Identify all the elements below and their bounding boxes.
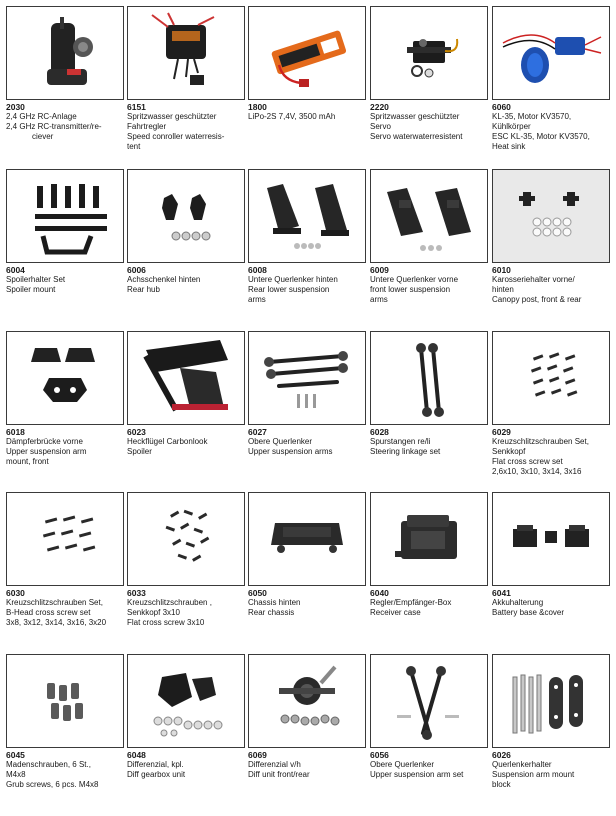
part-number: 6056	[370, 750, 389, 760]
description-line: Suspension arm mount	[492, 770, 575, 779]
part-number: 6028	[370, 427, 389, 437]
part-image	[370, 169, 488, 263]
description-line: Spritzwasser geschützter	[127, 112, 217, 121]
rear-hub-icon	[128, 170, 244, 262]
part-image	[248, 331, 366, 425]
part-description	[248, 598, 370, 618]
part-number: 6008	[248, 265, 267, 275]
part-image	[492, 6, 610, 100]
part-card	[6, 169, 124, 329]
part-description	[370, 112, 492, 142]
description-line: 2,6x10, 3x10, 3x14, 3x16	[492, 467, 582, 476]
description-line: Diff gearbox unit	[127, 770, 186, 779]
description-line: mount, front	[6, 457, 49, 466]
lipo-battery-icon	[249, 7, 365, 99]
part-description	[492, 598, 614, 618]
description-line: Kühlkörper	[492, 122, 531, 131]
part-description	[370, 760, 492, 780]
part-number: 6040	[370, 588, 389, 598]
catalog-row	[0, 169, 616, 331]
description-line: Rear chassis	[248, 608, 295, 617]
battery-base-icon	[493, 493, 609, 585]
part-card	[127, 169, 245, 329]
description-line: Upper suspension arm set	[370, 770, 464, 779]
part-image	[370, 492, 488, 586]
part-description	[127, 760, 249, 780]
speed-controller-icon	[128, 7, 244, 99]
part-description	[127, 112, 249, 152]
description-line: block	[492, 780, 511, 789]
part-description	[370, 598, 492, 618]
part-card	[6, 6, 124, 166]
part-card	[127, 331, 245, 491]
servo-icon	[371, 7, 487, 99]
part-card	[6, 331, 124, 491]
description-line: 2,4 GHz RC-Anlage	[6, 112, 77, 121]
part-card	[248, 654, 366, 814]
spoiler-mount-icon	[7, 170, 123, 262]
description-line: Kreuzschlitzschrauben Set,	[492, 437, 589, 446]
part-number: 6018	[6, 427, 25, 437]
description-line: Chassis hinten	[248, 598, 301, 607]
part-image	[370, 331, 488, 425]
description-line: Spoiler	[127, 447, 152, 456]
part-number: 6151	[127, 102, 146, 112]
description-line: B-Head cross screw set	[6, 608, 91, 617]
description-line: Kreuzschlitzschrauben Set,	[6, 598, 103, 607]
description-line: Grub screws, 6 pcs. M4x8	[6, 780, 99, 789]
catalog-row	[0, 492, 616, 654]
part-number: 6027	[248, 427, 267, 437]
part-image	[6, 6, 124, 100]
part-image	[370, 6, 488, 100]
part-number: 6026	[492, 750, 511, 760]
part-number: 2030	[6, 102, 25, 112]
rear-chassis-icon	[249, 493, 365, 585]
description-line: Akkuhalterung	[492, 598, 544, 607]
description-line: Rear lower suspension	[248, 285, 330, 294]
part-number: 6041	[492, 588, 511, 598]
part-description	[492, 112, 614, 152]
steering-linkage-icon	[371, 332, 487, 424]
description-line: Achsschenkel hinten	[127, 275, 201, 284]
upper-arm-set-icon	[371, 655, 487, 747]
part-description	[248, 760, 370, 780]
description-line: Diff unit front/rear	[248, 770, 310, 779]
rear-lower-arm-icon	[249, 170, 365, 262]
part-number: 6030	[6, 588, 25, 598]
part-card	[248, 331, 366, 491]
part-description	[370, 275, 492, 305]
part-card	[370, 169, 488, 329]
description-line: Untere Querlenker vorne	[370, 275, 459, 284]
part-description	[6, 112, 128, 142]
description-line: arms	[370, 295, 388, 304]
flat-screw-icon	[128, 493, 244, 585]
part-description	[248, 275, 370, 305]
part-number: 6045	[6, 750, 25, 760]
description-line: Regler/Empfänger-Box	[370, 598, 452, 607]
description-line: Differenzial v/h	[248, 760, 301, 769]
description-line: Spritzwasser geschützter	[370, 112, 460, 121]
description-line: Senkkopf	[492, 447, 526, 456]
motor-esc-icon	[493, 7, 609, 99]
part-description	[370, 437, 492, 457]
part-card	[6, 492, 124, 652]
part-image	[492, 169, 610, 263]
arm-mount-block-icon	[493, 655, 609, 747]
description-line: tent	[127, 142, 141, 151]
description-line: Obere Querlenker	[248, 437, 313, 446]
part-image	[492, 654, 610, 748]
part-image	[127, 6, 245, 100]
rc-transmitter-icon	[7, 7, 123, 99]
part-card	[370, 492, 488, 652]
part-number: 1800	[248, 102, 267, 112]
part-description	[6, 760, 128, 790]
part-number: 6033	[127, 588, 146, 598]
part-image	[6, 169, 124, 263]
part-description	[248, 112, 370, 122]
catalog-row	[0, 6, 616, 168]
flat-screw-set-icon	[493, 332, 609, 424]
description-line: Querlenkerhalter	[492, 760, 552, 769]
part-number: 6023	[127, 427, 146, 437]
description-line: 3x8, 3x12, 3x14, 3x16, 3x20	[6, 618, 107, 627]
part-image	[127, 654, 245, 748]
description-line: Karosseriehalter vorne/	[492, 275, 575, 284]
part-card	[492, 492, 610, 652]
part-number: 2220	[370, 102, 389, 112]
part-image	[127, 492, 245, 586]
description-line: Spoiler mount	[6, 285, 56, 294]
part-image	[6, 654, 124, 748]
part-image	[248, 654, 366, 748]
upper-arm-icon	[249, 332, 365, 424]
description-line: Spurstangen re/li	[370, 437, 431, 446]
description-line: 2,4 GHz RC-transmitter/re-	[6, 122, 102, 131]
part-description	[6, 598, 128, 628]
diff-gearbox-icon	[128, 655, 244, 747]
part-number: 6009	[370, 265, 389, 275]
description-line: Upper suspension arms	[248, 447, 333, 456]
description-line: Heckflügel Carbonlook	[127, 437, 208, 446]
part-card	[370, 331, 488, 491]
part-card	[492, 331, 610, 491]
part-description	[492, 437, 614, 477]
part-card	[248, 492, 366, 652]
part-card	[492, 6, 610, 166]
receiver-case-icon	[371, 493, 487, 585]
description-line: M4x8	[6, 770, 26, 779]
part-number: 6004	[6, 265, 25, 275]
description-line: ESC KL-35, Motor KV3570,	[492, 132, 590, 141]
diff-unit-icon	[249, 655, 365, 747]
description-line: Rear hub	[127, 285, 160, 294]
description-line: Servo waterwaterresistent	[370, 132, 463, 141]
grub-screw-icon	[7, 655, 123, 747]
part-image	[492, 492, 610, 586]
part-image	[248, 6, 366, 100]
part-number: 6048	[127, 750, 146, 760]
part-image	[6, 492, 124, 586]
part-card	[248, 169, 366, 329]
part-description	[248, 437, 370, 457]
part-image	[248, 169, 366, 263]
part-description	[492, 275, 614, 305]
description-line: Flat cross screw set	[492, 457, 563, 466]
damper-mount-icon	[7, 332, 123, 424]
description-line: arms	[248, 295, 266, 304]
description-line: Heat sink	[492, 142, 526, 151]
description-line: Fahrtregler	[127, 122, 167, 131]
part-number: 6010	[492, 265, 511, 275]
description-line: Kreuzschlitzschrauben ,	[127, 598, 212, 607]
description-line: Speed conroller waterresis-	[127, 132, 225, 141]
canopy-post-icon	[493, 170, 609, 262]
part-number: 6060	[492, 102, 511, 112]
description-line: Canopy post, front & rear	[492, 295, 582, 304]
part-card	[492, 169, 610, 329]
description-line: Dämpferbrücke vorne	[6, 437, 83, 446]
description-line: Upper suspension arm	[6, 447, 87, 456]
part-number: 6029	[492, 427, 511, 437]
description-line: Servo	[370, 122, 391, 131]
catalog-row	[0, 331, 616, 493]
description-line: Receiver case	[370, 608, 421, 617]
description-line: Madenschrauben, 6 St.,	[6, 760, 91, 769]
part-card	[492, 654, 610, 814]
part-image	[127, 331, 245, 425]
description-line: Battery base &cover	[492, 608, 565, 617]
part-number: 6006	[127, 265, 146, 275]
part-card	[370, 6, 488, 166]
part-number: 6069	[248, 750, 267, 760]
part-image	[127, 169, 245, 263]
description-line: Differenzial, kpl.	[127, 760, 184, 769]
description-line: ciever	[32, 132, 54, 141]
description-line: Steering linkage set	[370, 447, 441, 456]
description-line: LiPo-2S 7,4V, 3500 mAh	[248, 112, 336, 121]
part-image	[370, 654, 488, 748]
description-line: Untere Querlenker hinten	[248, 275, 338, 284]
description-line: KL-35, Motor KV3570,	[492, 112, 572, 121]
part-description	[127, 275, 249, 295]
part-description	[492, 760, 614, 790]
description-line: Obere Querlenker	[370, 760, 435, 769]
part-card	[248, 6, 366, 166]
part-image	[248, 492, 366, 586]
part-image	[6, 331, 124, 425]
description-line: hinten	[492, 285, 514, 294]
part-image	[492, 331, 610, 425]
part-description	[127, 437, 249, 457]
part-description	[127, 598, 249, 628]
part-description	[6, 437, 128, 467]
part-card	[127, 6, 245, 166]
spoiler-icon	[128, 332, 244, 424]
description-line: Spoilerhalter Set	[6, 275, 66, 284]
part-card	[370, 654, 488, 814]
bhead-screw-set-icon	[7, 493, 123, 585]
front-lower-arm-icon	[371, 170, 487, 262]
catalog-row	[0, 654, 616, 816]
part-description	[6, 275, 128, 295]
description-line: Senkkopf 3x10	[127, 608, 180, 617]
part-card	[127, 654, 245, 814]
part-card	[127, 492, 245, 652]
part-number: 6050	[248, 588, 267, 598]
part-card	[6, 654, 124, 814]
description-line: front lower suspension	[370, 285, 451, 294]
description-line: Flat cross screw 3x10	[127, 618, 205, 627]
